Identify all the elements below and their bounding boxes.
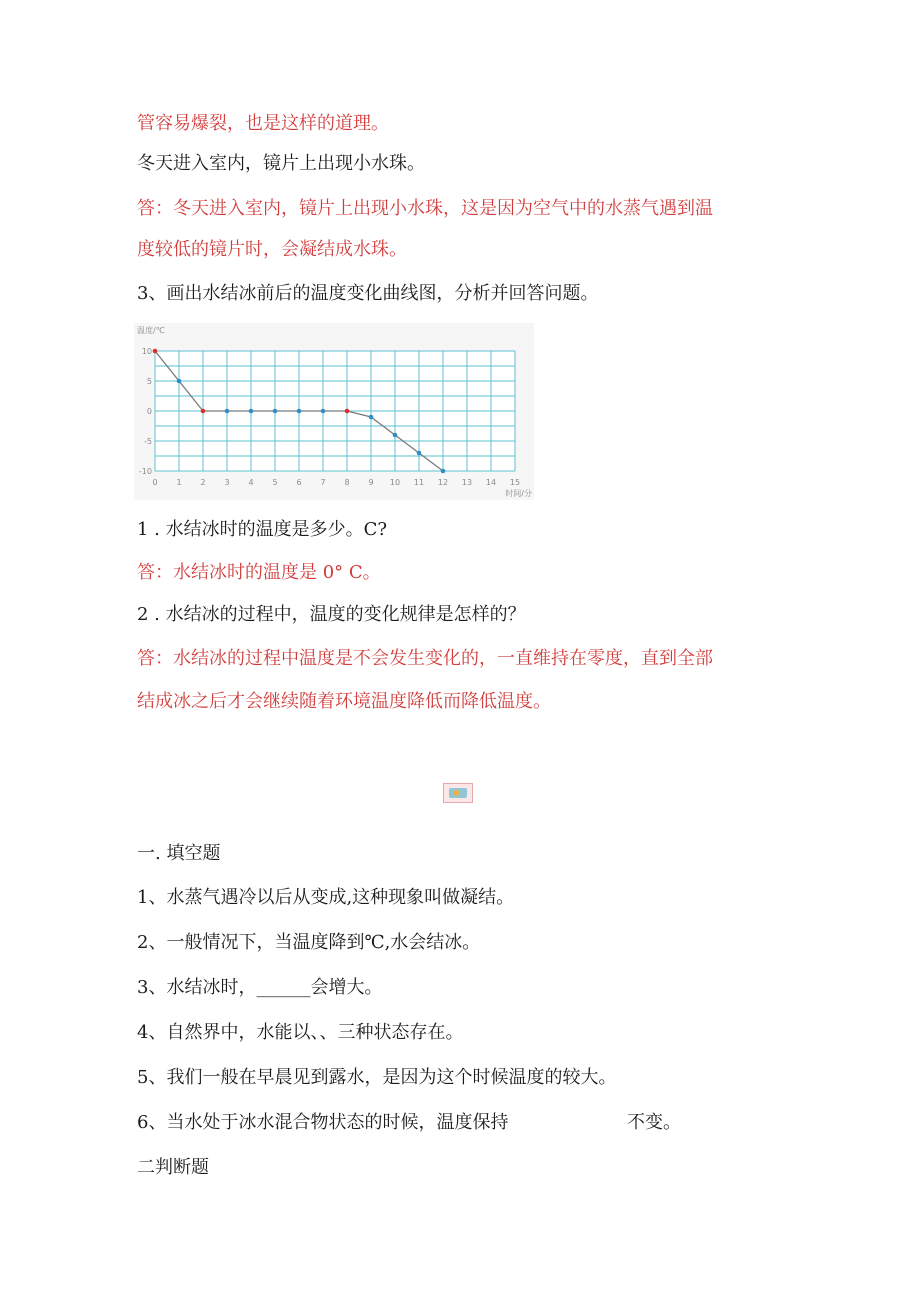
x-tick-label: 3 <box>224 478 230 487</box>
x-tick-label: 1 <box>176 478 182 487</box>
y-tick-label: -5 <box>144 437 152 446</box>
x-tick-label: 14 <box>485 478 497 487</box>
x-tick-label: 8 <box>344 478 350 487</box>
chart-svg <box>134 323 534 500</box>
x-tick-label: 9 <box>368 478 374 487</box>
fill-blank-item: 6、当水处于冰水混合物状态的时候，温度保持 <box>137 1112 509 1133</box>
section-title-judgment: 二判断题 <box>137 1157 209 1178</box>
answer-1: 答：水结冰时的温度是 0° C。 <box>137 562 381 583</box>
x-tick-label: 7 <box>320 478 326 487</box>
fill-blank-item: 2、一般情况下，当温度降到℃,水会结冰。 <box>137 932 481 953</box>
x-tick-label: 6 <box>296 478 302 487</box>
data-point <box>201 409 206 414</box>
x-tick-label: 11 <box>413 478 425 487</box>
question-2: 2 . 水结冰的过程中，温度的变化规律是怎样的？ <box>137 604 526 625</box>
answer-text-line: 管容易爆裂，也是这样的道理。 <box>137 113 389 134</box>
fill-blank-item: 3、水结冰时，______会增大。 <box>137 977 383 998</box>
question-heading: 3、画出水结冰前后的温度变化曲线图，分析并回答问题。 <box>137 283 599 304</box>
data-point <box>297 409 302 414</box>
data-point <box>177 379 182 384</box>
x-tick-label: 15 <box>509 478 521 487</box>
x-tick-label: 5 <box>272 478 278 487</box>
fill-blank-item: 1、水蒸气遇冷以后从变成,这种现象叫做凝结。 <box>137 887 515 908</box>
x-axis-label: 时间/分 <box>505 489 532 498</box>
temperature-chart <box>134 323 534 500</box>
data-point <box>417 451 422 456</box>
y-tick-label: -10 <box>138 467 152 476</box>
data-point <box>345 409 350 414</box>
y-tick-label: 5 <box>146 377 152 386</box>
answer-2-line: 答：水结冰的过程中温度是不会发生变化的，一直维持在零度，直到全部 <box>137 648 713 669</box>
y-axis-label: 温度/℃ <box>137 326 165 335</box>
data-point <box>441 469 446 474</box>
x-tick-label: 0 <box>152 478 158 487</box>
x-tick-label: 2 <box>200 478 206 487</box>
section-title-fill-blank: 一. 填空题 <box>137 843 221 864</box>
fill-blank-item: 4、自然界中，水能以、、三种状态存在。 <box>137 1022 464 1043</box>
y-tick-label: 0 <box>146 407 152 416</box>
answer-text-line: 答：冬天进入室内，镜片上出现小水珠，这是因为空气中的水蒸气遇到温 <box>137 198 713 219</box>
data-point <box>369 415 374 420</box>
y-tick-label: 10 <box>141 347 152 356</box>
fill-blank-item: 5、我们一般在早晨见到露水，是因为这个时候温度的较大。 <box>137 1067 617 1088</box>
data-point <box>321 409 326 414</box>
x-tick-label: 12 <box>437 478 449 487</box>
data-point <box>393 433 398 438</box>
answer-text-line: 度较低的镜片时，会凝结成水珠。 <box>137 239 407 260</box>
answer-2-line: 结成冰之后才会继续随着环境温度降低而降低温度。 <box>137 691 551 712</box>
question-1: 1 . 水结冰时的温度是多少。C? <box>137 519 388 540</box>
decorative-image-icon <box>443 783 473 803</box>
x-tick-label: 4 <box>248 478 254 487</box>
fill-blank-item-suffix: 不变。 <box>627 1112 681 1133</box>
data-point <box>249 409 254 414</box>
data-point <box>225 409 230 414</box>
question-text-line: 冬天进入室内，镜片上出现小水珠。 <box>137 153 425 174</box>
data-point <box>153 349 158 354</box>
x-tick-label: 13 <box>461 478 473 487</box>
x-tick-label: 10 <box>389 478 401 487</box>
data-point <box>273 409 278 414</box>
